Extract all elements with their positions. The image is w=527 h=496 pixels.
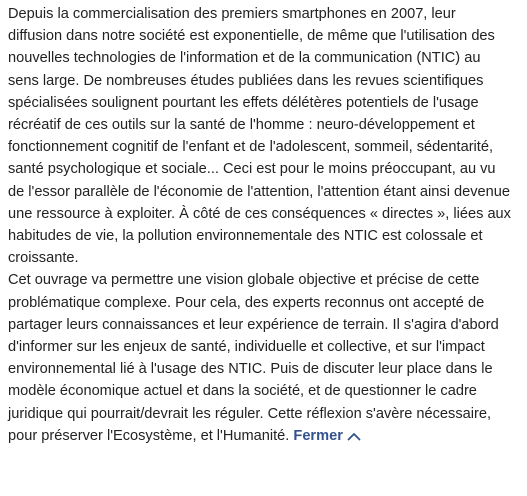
text-line: spécialisées soulignent pourtant les effets délétères potentiels de l'usage bbox=[8, 94, 479, 111]
text-line: fonctionnement cognitif de l'enfant et de l'adolescent, sommeil, sédentarité, bbox=[8, 139, 494, 156]
text-line: d'informer sur les enjeux de santé, individuelle et collective, et sur l'impact bbox=[8, 339, 485, 356]
text-line: diffusion dans notre société est exponentielle, de même que l'utilisation des bbox=[8, 28, 495, 45]
text-line: sens large. De nombreuses études publiées dans les revues scientifiques bbox=[8, 72, 484, 89]
text-line: habitudes de vie, la pollution environnementale des NTIC est colossale et bbox=[8, 228, 483, 245]
text-line: problématique complexe. Pour cela, des experts reconnus ont accepté de bbox=[8, 294, 485, 311]
text-line: une ressource à exploiter. À côté de ces conséquences « directes », liées aux bbox=[8, 205, 511, 222]
close-label: Fermer bbox=[293, 427, 343, 444]
text-line: Depuis la commercialisation des premiers smartphones en 2007, leur bbox=[8, 6, 456, 22]
text-line: modèle économique actuel et dans la société, et de questionner le cadre bbox=[8, 383, 477, 400]
last-line-text: pour préserver l'Ecosystème, et l'Humanité. bbox=[8, 427, 290, 444]
last-text-line bbox=[8, 425, 519, 447]
text-line: de l'essor parallèle de l'économie de l'attention, l'attention étant ainsi devenue bbox=[8, 183, 510, 200]
close-button[interactable] bbox=[293, 425, 360, 447]
text-line: juridique qui pourrait/devrait les réguler. Cette réflexion s'avère nécessaire, bbox=[8, 405, 492, 422]
text-line: santé psychologique et sociale... Ceci est pour le moins préoccupant, au vu bbox=[8, 161, 496, 178]
text-line: croissante. bbox=[8, 250, 79, 267]
text-line: Cet ouvrage va permettre une vision globale objective et précise de cette bbox=[8, 272, 480, 289]
description-text bbox=[8, 3, 519, 447]
chevron-up-icon bbox=[347, 431, 361, 441]
text-line: nouvelles technologies de l'information et de la communication (NTIC) au bbox=[8, 50, 481, 67]
text-line: partager leurs connaissances et leur expérience de terrain. Il s'agira d'abord bbox=[8, 316, 499, 333]
text-line: récréatif de ces outils sur la santé de l'homme : neuro-développement et bbox=[8, 117, 475, 134]
text-line: environnemental lié à l'usage des NTIC. Puis de discuter leur place dans le bbox=[8, 361, 493, 378]
